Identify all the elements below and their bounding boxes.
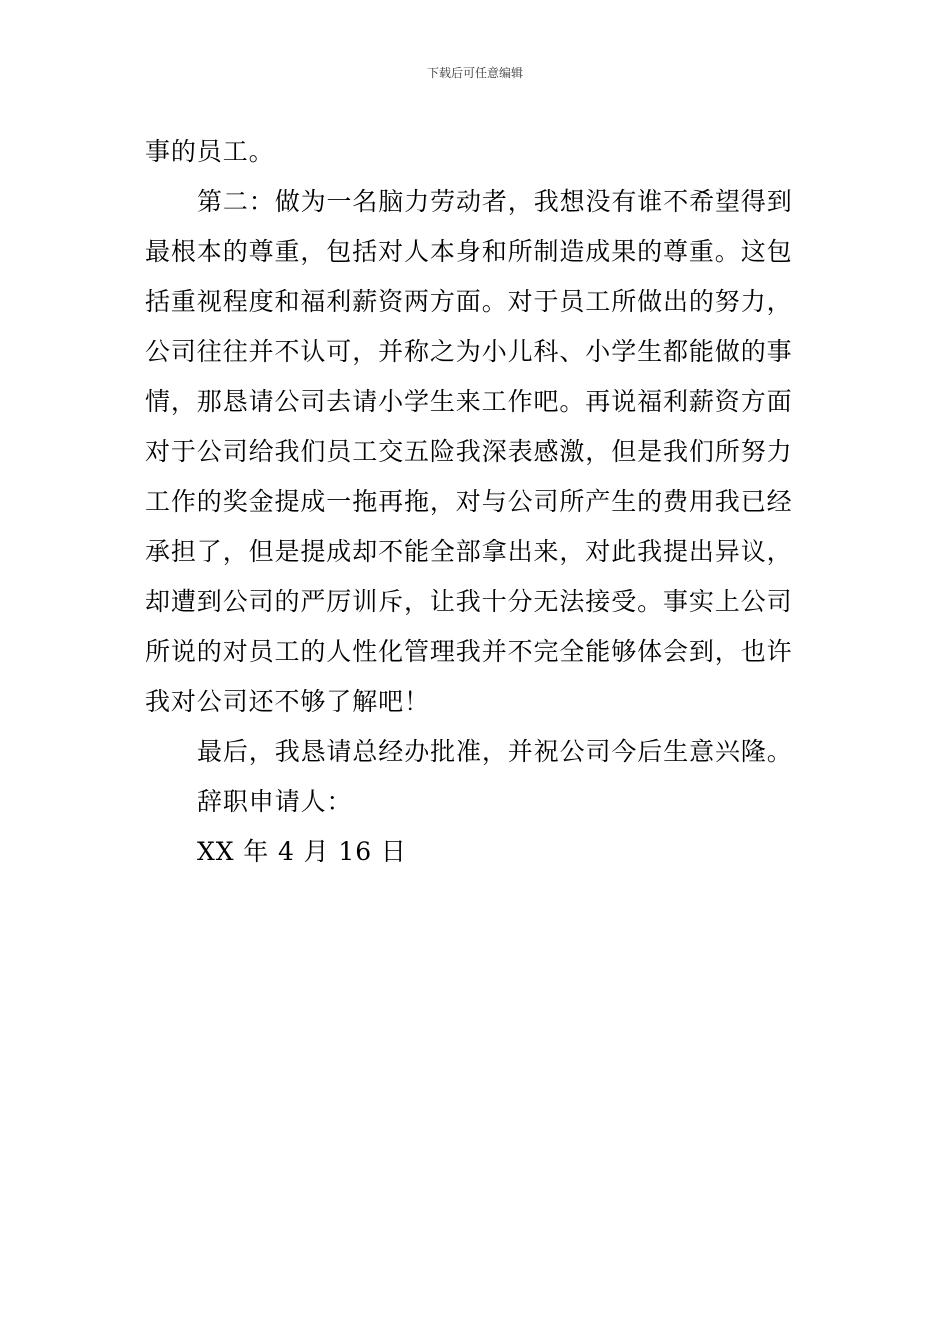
body-line-7: 对于公司给我们员工交五险我深表感激，但是我们所努力 [145, 437, 793, 466]
body-line-9: 承担了，但是提成却不能全部拿出来，对此我提出异议， [145, 537, 793, 566]
body-line-5: 公司往往并不认可，并称之为小儿科、小学生都能做的事 [145, 337, 793, 366]
body-line-8: 工作的奖金提成一拖再拖，对与公司所产生的费用我已经 [145, 487, 793, 516]
closing-line: 最后，我恳请总经办批准，并祝公司今后生意兴隆。 [197, 737, 793, 766]
header-note: 下载后可任意编辑 [426, 66, 523, 80]
body-line-2: 第二：做为一名脑力劳动者，我想没有谁不希望得到 [197, 187, 793, 216]
body-line-10: 却遭到公司的严厉训斥，让我十分无法接受。事实上公司 [145, 587, 793, 616]
body-line-11: 所说的对员工的人性化管理我并不完全能够体会到，也许 [145, 637, 793, 666]
body-line-4: 括重视程度和福利薪资两方面。对于员工所做出的努力， [145, 287, 793, 316]
date-line: XX 年 4 月 16 日 [197, 837, 407, 866]
body-line-12: 我对公司还不够了解吧！ [145, 687, 430, 716]
body-line-1: 事的员工。 [145, 137, 275, 166]
signature-label: 辞职申请人： [197, 787, 353, 816]
body-line-3: 最根本的尊重，包括对人本身和所制造成果的尊重。这包 [145, 237, 793, 266]
document-body [145, 127, 810, 877]
body-line-6: 情，那恳请公司去请小学生来工作吧。再说福利薪资方面 [145, 387, 793, 416]
